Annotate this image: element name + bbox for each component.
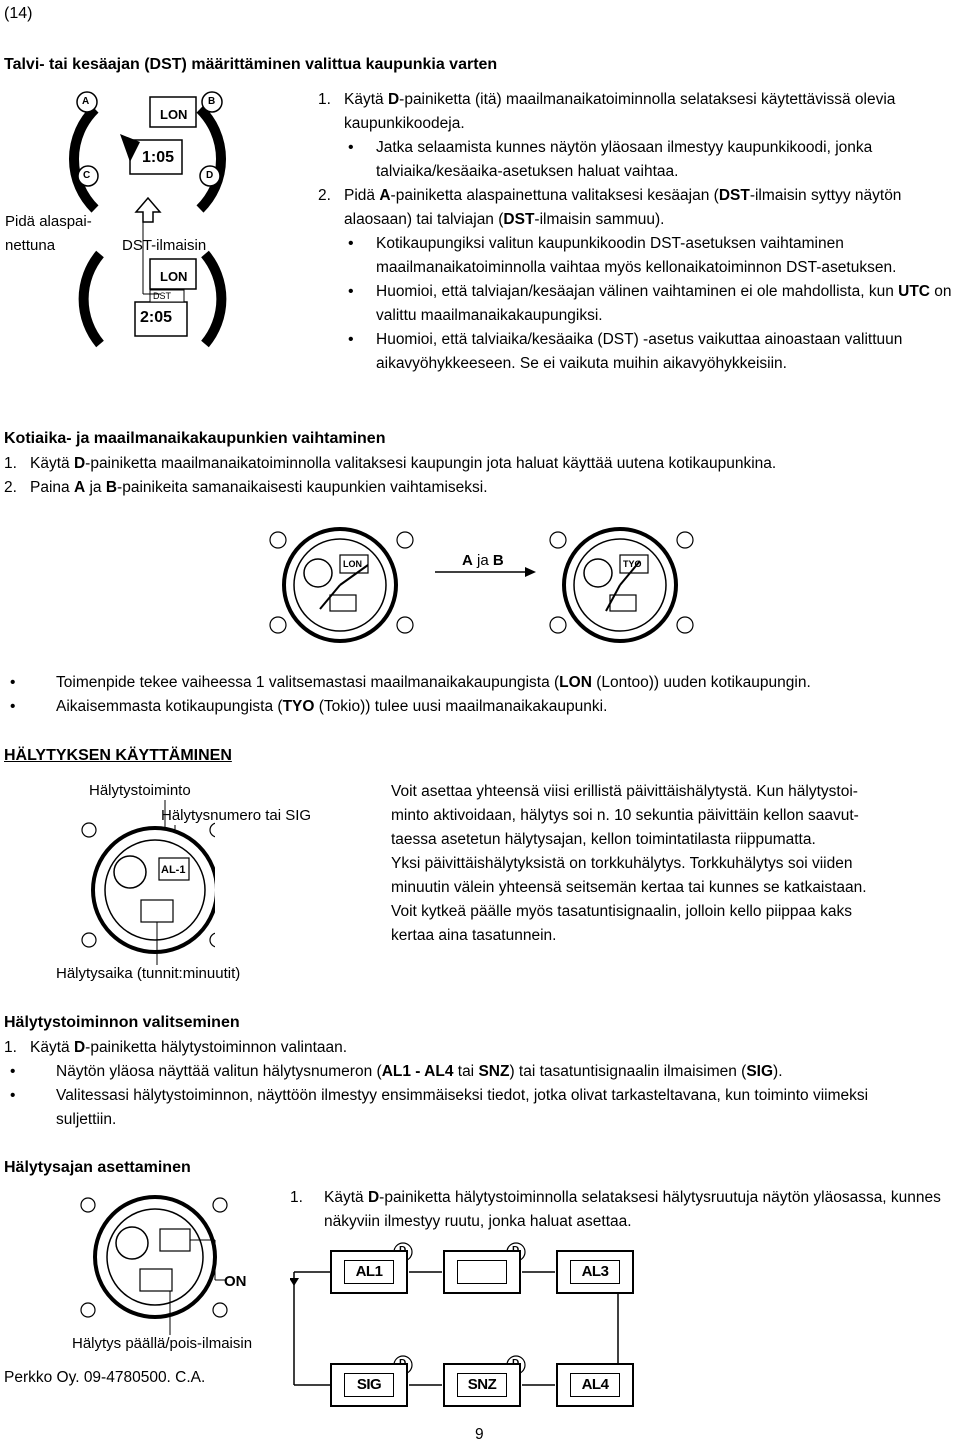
alarm-function-label: Hälytystoiminto bbox=[89, 782, 191, 799]
box-al3: AL3 bbox=[556, 1250, 634, 1294]
on-indicator-tag: ON bbox=[224, 1273, 247, 1290]
setting-step-1: 1. Käytä D-painiketta hälytystoiminnolla selataksesi hälytysruutuja näytön yläosassa, kunnes näkyviin ilmestyy ruutu, jonka haluat asettaa. bbox=[290, 1189, 941, 1230]
swap-title: Kotiaika- ja maailmanaikakaupunkien vaihtaminen bbox=[4, 430, 386, 447]
swap-arrow-label: A ja B bbox=[462, 552, 504, 569]
lcd-time-bottom: 2:05 bbox=[140, 309, 173, 326]
alarm-title: HÄLYTYKSEN KÄYTTÄMINEN bbox=[4, 747, 232, 764]
swap-right-city: TYO bbox=[623, 559, 642, 569]
setting-steps bbox=[290, 1186, 955, 1234]
dst-bullet-2: • Kotikaupungiksi valitun kaupunkikoodin DST-asetuksen vaihtaminen maailmanaikatoiminnolla vaihtaa myös kellonaikatoiminnon DST-asetuksen. bbox=[318, 232, 958, 280]
page-number: 9 bbox=[475, 1426, 484, 1443]
setting-title: Hälytysajan asettaminen bbox=[4, 1159, 191, 1176]
swap-bullets bbox=[4, 671, 954, 719]
dst-title: Talvi- tai kesäajan (DST) määrittäminen valittua kaupunkia varten bbox=[4, 56, 498, 73]
footer-company: Perkko Oy. 09-4780500. C.A. bbox=[4, 1369, 206, 1386]
lcd-city-bottom: LON bbox=[160, 269, 188, 284]
dst-indicator-label: DST-ilmaisin bbox=[122, 237, 207, 254]
box-al4: AL4 bbox=[556, 1363, 634, 1407]
lcd-time-top: 1:05 bbox=[142, 149, 175, 166]
lcd-dst-tag: DST bbox=[153, 291, 171, 301]
analog-watch-left bbox=[270, 529, 413, 641]
swap-left-city: LON bbox=[343, 559, 362, 569]
select-step-1: 1. Käytä D-painiketta hälytystoiminnon valintaan. bbox=[4, 1039, 348, 1056]
box-snz: SNZ bbox=[443, 1363, 521, 1407]
box-sig: SIG bbox=[330, 1363, 408, 1407]
dst-bullet-4: • Huomioi, että talviaika/kesäaika (DST) -asetus vaikuttaa ainoastaan valittuun aikavyöhykkeeseen. Se ei vaikuta muihin aikavyöhykkeisiin. bbox=[318, 328, 958, 376]
box-al1: AL1 bbox=[330, 1250, 408, 1294]
btn-b-label: B bbox=[208, 96, 216, 107]
box-al2-placeholder bbox=[443, 1250, 521, 1294]
btn-c-label: C bbox=[83, 170, 91, 181]
swap-watch-illustration bbox=[260, 525, 700, 655]
select-title: Hälytystoiminnon valitseminen bbox=[4, 1014, 240, 1031]
dst-bullet-1: • Jatka selaamista kunnes näytön yläosaan ilmestyy kaupunkikoodi, jonka talviaika/kesäaika-asetuksen haluat vaihtaa. bbox=[318, 136, 958, 184]
dst-bullet-3: • Huomioi, että talviajan/kesäajan välinen vaihtaminen ei ole mahdollista, kun UTC on valittu maailmanaikakaupungiksi. bbox=[318, 280, 958, 328]
up-arrow-icon bbox=[136, 198, 160, 222]
analog-watch-right bbox=[550, 529, 693, 641]
on-off-label: Hälytys päällä/pois-ilmaisin bbox=[72, 1335, 253, 1352]
dst-step-1: 1. Käytä D-painiketta (itä) maailmanaikatoiminnolla selataksesi käytettävissä olevia kaupunkikoodeja. bbox=[318, 91, 896, 132]
alarm-lcd-al: AL-1 bbox=[161, 864, 186, 876]
alarm-watch-illustration bbox=[75, 800, 215, 965]
swap-bullet-1: • Toimenpide tekee vaiheessa 1 valitsemastasi maailmanaikakaupungista (LON (Lontoo)) uuden kotikaupungin. bbox=[4, 671, 954, 695]
select-steps bbox=[4, 1036, 954, 1132]
select-bullet-2: • Valitessasi hälytystoiminnon, näyttöön ilmestyy ensimmäiseksi tiedot, jotka olivat tarkasteltavana, kun toiminto viimeksi suljettiin. bbox=[4, 1084, 954, 1132]
swap-step-1: 1. Käytä D-painiketta maailmanaikatoiminnolla valitaksesi kaupungin jota haluat käyttää uutena kotikaupunkina. bbox=[4, 455, 777, 472]
dst-steps bbox=[318, 88, 958, 376]
alarm-paragraph: Voit asettaa yhteensä viisi erillistä päivittäishälytystä. Kun hälytystoi- minto aktivoidaan, hälytys soi n. 10 sekuntia päivittäin kellon saavut- taessa asetetun hälytysajan, kellon toimintatilasta riippumatta. Yksi päivittäishälytyksistä on torkkuhälytys. Torkkuhälytys soi viiden minuutin välein yhteensä seitsemän kertaa tai kunnes se katkaistaan. Voit kytkeä päälle myös tasatuntisignaalin, jolloin kello piippaa kaks kertaa aina tasatunnein. bbox=[391, 783, 867, 944]
swap-bullet-2: • Aikaisemmasta kotikaupungista (TYO (Tokio)) tulee uusi maailmanaikakaupunki. bbox=[4, 695, 954, 719]
alarm-time-label: Hälytysaika (tunnit:minuutit) bbox=[56, 965, 241, 982]
select-bullet-1: • Näytön yläosa näyttää valitun hälytysnumeron (AL1 - AL4 tai SNZ) tai tasatuntisignaalin ilmaisimen (SIG). bbox=[4, 1060, 954, 1084]
btn-d-label: D bbox=[206, 170, 214, 181]
btn-a-label: A bbox=[82, 96, 90, 107]
page-header: (14) bbox=[4, 5, 33, 22]
setting-watch-illustration bbox=[70, 1195, 270, 1335]
dst-step-2: 2. Pidä A-painiketta alaspainettuna valitaksesi kesäajan (DST-ilmaisin syttyy näytön alaosaan) tai talviajan (DST-ilmaisin sammuu). bbox=[318, 187, 902, 228]
alarm-number-label: Hälytysnumero tai SIG bbox=[161, 807, 312, 824]
swap-step-2: 2. Paina A ja B-painikeita samanaikaisesti kaupunkien vaihtamiseksi. bbox=[4, 479, 488, 496]
swap-steps bbox=[4, 452, 954, 500]
hold-label: Pidä alaspai- nettuna bbox=[5, 213, 92, 254]
lcd-city-top: LON bbox=[160, 107, 188, 122]
